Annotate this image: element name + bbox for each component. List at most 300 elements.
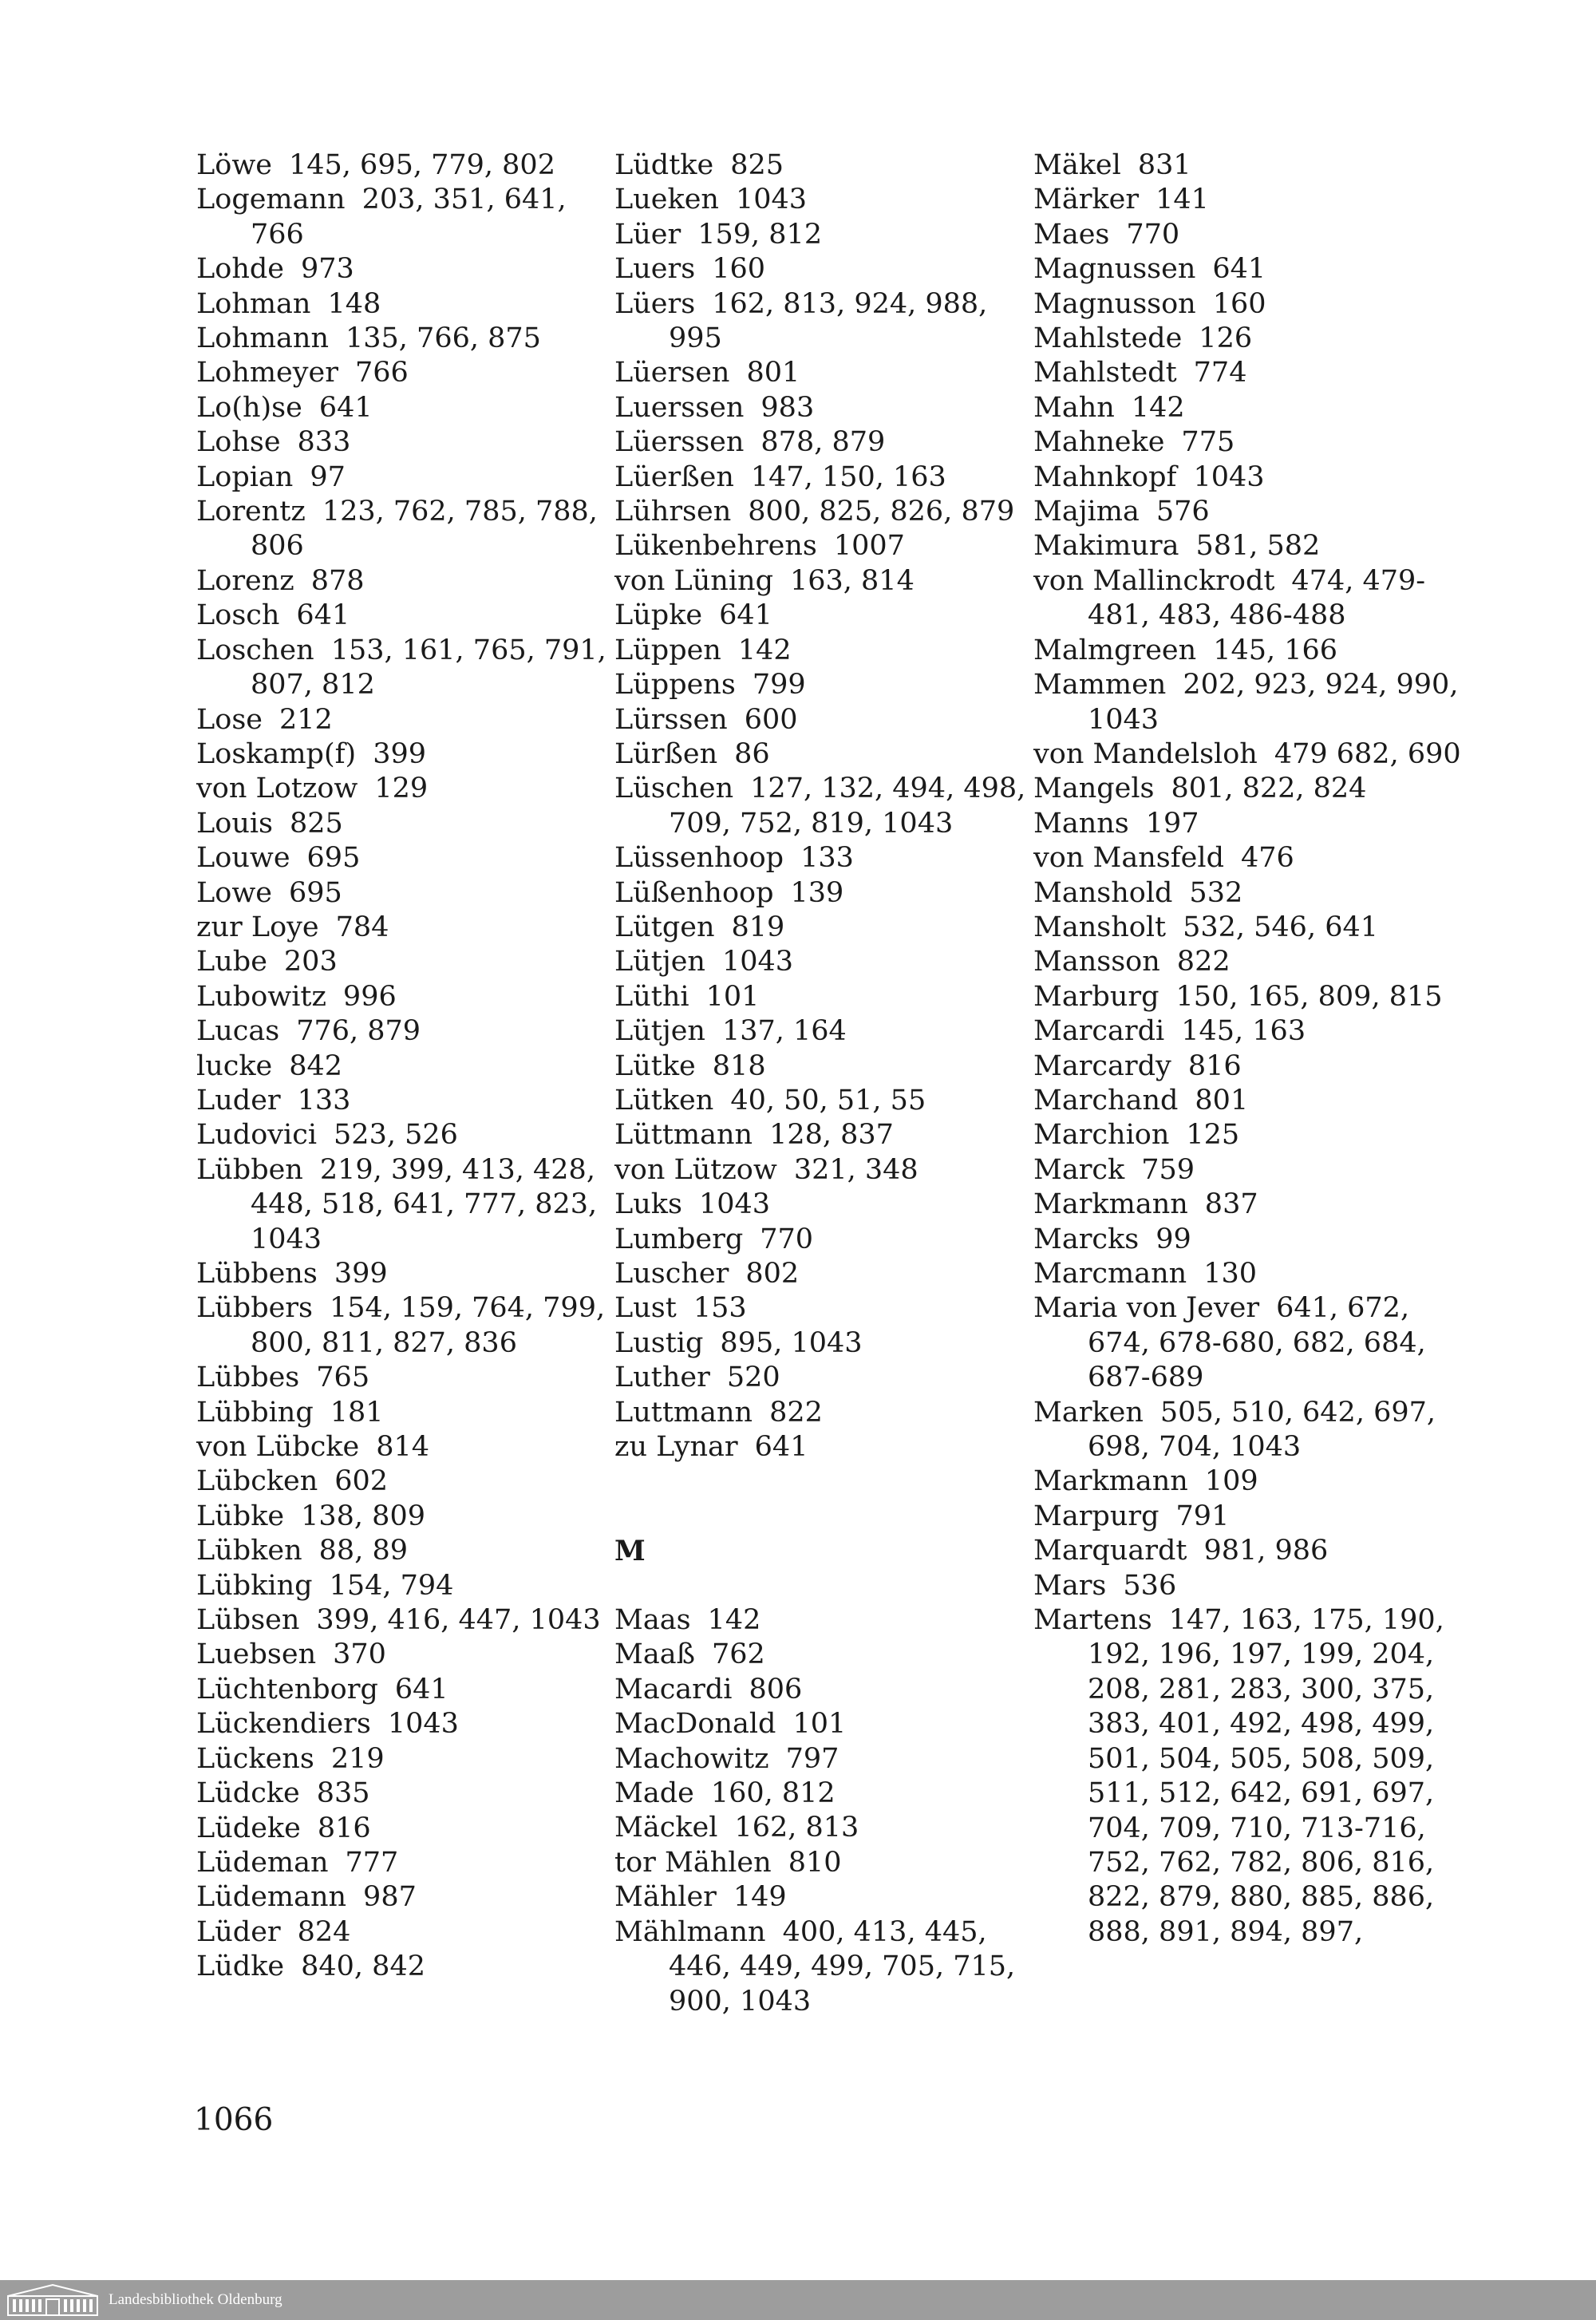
index-entry: [1033, 668, 1480, 737]
entry-name: Mammen: [1033, 669, 1167, 702]
entry-name: von Lübcke: [196, 1431, 360, 1464]
index-entry: [196, 564, 611, 599]
entry-pages: 774: [1193, 357, 1247, 389]
entry-name: Lütken: [614, 1084, 714, 1117]
index-entry: [196, 322, 611, 356]
index-entry: [196, 1118, 611, 1152]
index-entry: [614, 634, 1029, 668]
entry-name: Machowitz: [614, 1742, 769, 1775]
entry-name: Marchion: [1033, 1119, 1170, 1152]
entry-name: Marcmann: [1033, 1258, 1187, 1290]
entry-name: Lüßenhoop: [614, 876, 774, 909]
index-entry: [1033, 772, 1480, 806]
entry-pages: 1043: [698, 1188, 771, 1221]
index-entry: [1033, 391, 1480, 425]
entry-name: Lüder: [196, 1915, 281, 1948]
entry-pages: 983: [760, 391, 815, 424]
entry-pages: 765: [316, 1362, 370, 1394]
entry-pages: 641: [296, 599, 350, 632]
index-entry: [1033, 1049, 1480, 1084]
index-entry: [614, 1291, 1029, 1326]
entry-name: Luebsen: [196, 1638, 317, 1671]
entry-pages: 602: [334, 1465, 389, 1498]
index-entry: [614, 1049, 1029, 1084]
entry-pages: 822: [1176, 946, 1231, 978]
entry-pages: 150, 165, 809, 815: [1175, 980, 1443, 1013]
index-entry: [196, 841, 611, 875]
entry-pages: 149: [733, 1881, 787, 1914]
entry-pages: 816: [317, 1812, 371, 1844]
entry-pages: 163, 814: [789, 564, 915, 597]
entry-name: Logemann: [196, 184, 346, 216]
entry-name: Lüdeke: [196, 1812, 301, 1844]
entry-name: Mahn: [1033, 391, 1115, 424]
entry-name: Maes: [1033, 218, 1110, 251]
entry-pages: 142: [1131, 391, 1185, 424]
entry-name: Luder: [196, 1084, 281, 1117]
entry-name: Lübke: [196, 1500, 285, 1532]
entry-name: Lüerssen: [614, 426, 745, 459]
index-entry: [196, 1534, 611, 1568]
entry-pages: 147, 150, 163: [750, 460, 946, 493]
entry-name: Loskamp(f): [196, 737, 357, 770]
index-entry: [196, 1638, 611, 1672]
index-entry: [196, 1430, 611, 1464]
index-entry: [196, 183, 611, 252]
index-entry: [1033, 356, 1480, 390]
index-entry: [614, 1603, 1029, 1638]
index-entry: [1033, 1084, 1480, 1118]
section-gap: [614, 1464, 1029, 1534]
index-entry: [196, 1742, 611, 1777]
index-entry: [196, 1396, 611, 1430]
entry-name: Lüdke: [196, 1950, 285, 1983]
library-building-icon: [6, 2283, 99, 2317]
entry-name: tor Mählen: [614, 1846, 772, 1879]
index-entry: [196, 1084, 611, 1118]
entry-pages: 1043: [735, 184, 808, 216]
entry-name: Manshold: [1033, 876, 1173, 909]
index-entry: [614, 218, 1029, 252]
entry-pages: 833: [297, 426, 351, 459]
entry-pages: 212: [279, 703, 333, 736]
entry-name: Lohman: [196, 287, 311, 320]
index-entry: [196, 1500, 611, 1534]
index-entry: [196, 1153, 611, 1257]
entry-name: Lüpke: [614, 599, 703, 632]
index-entry: [1033, 495, 1480, 529]
entry-pages: 641: [1212, 253, 1266, 286]
entry-pages: 581, 582: [1195, 530, 1321, 563]
entry-pages: 641: [394, 1673, 448, 1705]
entry-name: Lumberg: [614, 1223, 744, 1255]
entry-name: Lustig: [614, 1326, 704, 1359]
entry-name: Lübben: [196, 1153, 303, 1186]
entry-pages: 810: [788, 1846, 842, 1879]
index-entry: [1033, 1188, 1480, 1222]
index-entry: [196, 356, 611, 390]
entry-name: Lucas: [196, 1015, 280, 1048]
entry-name: Lüchtenborg: [196, 1673, 378, 1705]
index-entry: [196, 1673, 611, 1707]
entry-name: Maas: [614, 1604, 691, 1637]
index-entry: [1033, 807, 1480, 841]
entry-name: Marchand: [1033, 1084, 1179, 1117]
section-letter-heading: M: [614, 1535, 646, 1568]
entry-pages: 138, 809: [301, 1500, 425, 1532]
entry-name: Lüppens: [614, 669, 736, 702]
entry-name: Lohmann: [196, 322, 329, 355]
entry-pages: 776, 879: [296, 1015, 421, 1048]
entry-pages: 835: [316, 1777, 370, 1810]
index-entry: [1033, 148, 1480, 183]
entry-pages: 536: [1123, 1569, 1177, 1602]
entry-pages: 505, 510, 642, 697, 698, 704, 1043: [1088, 1396, 1436, 1464]
entry-name: Luerssen: [614, 391, 745, 424]
entry-name: Lüer: [614, 218, 681, 251]
index-entry: [196, 980, 611, 1014]
index-entry: [196, 1846, 611, 1880]
index-entry: [1033, 1603, 1480, 1950]
entry-pages: 137, 164: [721, 1015, 847, 1048]
entry-pages: 135, 766, 875: [346, 322, 541, 355]
index-entry: [614, 460, 1029, 495]
entry-name: Marcardy: [1033, 1049, 1171, 1082]
entry-name: Lübken: [196, 1535, 302, 1567]
entry-name: Mahlstede: [1033, 322, 1183, 355]
index-entry: [614, 148, 1029, 183]
entry-pages: 476: [1240, 842, 1294, 875]
index-entry: [614, 1188, 1029, 1222]
entry-name: Markmann: [1033, 1188, 1188, 1221]
index-entry: [614, 287, 1029, 357]
index-entry: [1033, 945, 1480, 979]
index-entry: [1033, 1118, 1480, 1152]
entry-pages: 88, 89: [318, 1535, 408, 1567]
index-entry: [614, 1118, 1029, 1152]
entry-name: von Lützow: [614, 1153, 777, 1186]
entry-pages: 973: [300, 253, 354, 286]
index-entry: [1033, 1223, 1480, 1257]
entry-name: Lütjen: [614, 1015, 705, 1048]
index-entry: [614, 945, 1029, 979]
entry-pages: 981, 986: [1203, 1535, 1329, 1567]
entry-pages: 130: [1203, 1258, 1257, 1290]
entry-pages: 86: [734, 737, 770, 770]
entry-pages: 399: [373, 737, 427, 770]
entry-name: Lüschen: [614, 773, 734, 805]
index-entry: [614, 1742, 1029, 1777]
index-entry: [1033, 183, 1480, 217]
entry-name: Lopian: [196, 460, 294, 493]
entry-pages: 474, 479-481, 483, 486-488: [1088, 564, 1426, 632]
entry-name: Lüdtke: [614, 149, 714, 181]
index-entry: [196, 148, 611, 183]
entry-pages: 399: [334, 1258, 388, 1290]
entry-name: Mäkel: [1033, 149, 1121, 181]
index-entry: [196, 703, 611, 737]
index-entry: [1033, 1257, 1480, 1291]
entry-name: Martens: [1033, 1604, 1152, 1637]
index-entry: [614, 737, 1029, 772]
index-entry: [196, 1014, 611, 1049]
entry-pages: 775: [1181, 426, 1235, 459]
entry-pages: 532: [1189, 876, 1243, 909]
entry-pages: 797: [785, 1742, 839, 1775]
index-entry: [196, 495, 611, 564]
index-entry: [196, 1464, 611, 1499]
entry-pages: 145, 695, 779, 802: [289, 149, 555, 181]
entry-pages: 147, 163, 175, 190, 192, 196, 197, 199, 204, 208, 281, 283, 300, 375, 383, 401, 492, 498, 499, 501, 504, 505, 508, 509, 511, 512, 642, 691, 697, 704, 709, 710, 713-716, 752, 762, 782, 806, 816, 822, 879, 880, 885, 886, 888, 891, 894, 897,: [1088, 1604, 1444, 1948]
entry-pages: 197: [1145, 807, 1199, 840]
entry-pages: 162, 813, 924, 988, 995: [669, 287, 988, 355]
entry-name: Lübsen: [196, 1604, 300, 1637]
entry-name: Maaß: [614, 1638, 695, 1671]
index-entry: [614, 1846, 1029, 1880]
entry-name: Lube: [196, 946, 267, 978]
entry-name: Lüdcke: [196, 1777, 300, 1810]
entry-name: Makimura: [1033, 530, 1179, 563]
entry-name: Loschen: [196, 634, 314, 666]
index-entry: [196, 391, 611, 425]
index-entry: [614, 772, 1029, 841]
index-entry: [614, 1326, 1029, 1361]
entry-pages: 831: [1137, 149, 1191, 181]
entry-pages: 139: [790, 876, 844, 909]
entry-pages: 791: [1175, 1500, 1230, 1532]
entry-name: von Mallinckrodt: [1033, 564, 1275, 597]
entry-pages: 695: [289, 876, 342, 909]
entry-name: Lübbens: [196, 1258, 318, 1290]
index-entry: [614, 495, 1029, 529]
index-entry: [614, 1915, 1029, 2019]
entry-name: Lürßen: [614, 737, 718, 770]
index-entry: [196, 425, 611, 460]
entry-name: von Mandelsloh: [1033, 737, 1258, 770]
entry-pages: 878: [310, 564, 365, 597]
entry-name: Lowe: [196, 876, 272, 909]
entry-pages: 219: [330, 1742, 385, 1775]
entry-name: zur Loye: [196, 911, 319, 943]
entry-pages: 987: [363, 1881, 417, 1914]
index-entry: [1033, 1500, 1480, 1534]
entry-pages: 126: [1199, 322, 1253, 355]
entry-pages: 370: [333, 1638, 386, 1671]
entry-name: Mansson: [1033, 946, 1160, 978]
entry-name: zu Lynar: [614, 1431, 738, 1464]
entry-name: Manns: [1033, 807, 1129, 840]
entry-pages: 842: [289, 1049, 343, 1082]
entry-pages: 818: [712, 1049, 766, 1082]
entry-pages: 766: [354, 357, 409, 389]
index-entry: [614, 1880, 1029, 1915]
index-column-1: [196, 148, 611, 1985]
entry-name: von Mansfeld: [1033, 842, 1224, 875]
entry-name: Lütgen: [614, 911, 715, 943]
entry-name: Mahlstedt: [1033, 357, 1177, 389]
entry-name: Lohmeyer: [196, 357, 338, 389]
page-number: 1066: [194, 2102, 274, 2138]
entry-pages: 806: [749, 1673, 803, 1705]
entry-pages: 99: [1156, 1223, 1191, 1255]
entry-pages: 128, 837: [769, 1119, 894, 1152]
index-entry: [1033, 287, 1480, 322]
entry-pages: 814: [376, 1431, 430, 1464]
entry-name: Luers: [614, 253, 696, 286]
entry-pages: 97: [310, 460, 346, 493]
entry-name: Mähler: [614, 1881, 717, 1914]
index-entry: [196, 807, 611, 841]
entry-name: Marcardi: [1033, 1015, 1165, 1048]
entry-name: Lührsen: [614, 496, 732, 528]
index-entry: [614, 1811, 1029, 1845]
index-entry: [614, 841, 1029, 875]
entry-name: Magnussen: [1033, 253, 1196, 286]
index-entry: [614, 391, 1029, 425]
entry-name: Markmann: [1033, 1465, 1188, 1498]
index-entry: [614, 1153, 1029, 1188]
entry-name: Malmgreen: [1033, 634, 1197, 666]
entry-pages: 840, 842: [301, 1950, 425, 1983]
entry-name: Ludovici: [196, 1119, 318, 1152]
index-entry: [1033, 529, 1480, 563]
index-entry: [196, 876, 611, 911]
index-entry: [1033, 1153, 1480, 1188]
entry-name: Lose: [196, 703, 263, 736]
index-entry: [614, 1396, 1029, 1430]
entry-pages: 641: [719, 599, 772, 632]
index-entry: [196, 634, 611, 703]
entry-pages: 801: [1195, 1084, 1249, 1117]
entry-pages: 479 682, 690: [1274, 737, 1461, 770]
entry-pages: 762: [711, 1638, 765, 1671]
entry-name: Luscher: [614, 1258, 729, 1290]
entry-name: von Lotzow: [196, 773, 358, 805]
index-entry: [614, 1361, 1029, 1395]
entry-pages: 145, 166: [1213, 634, 1338, 666]
entry-pages: 1043: [1193, 460, 1265, 493]
index-entry: [196, 1257, 611, 1291]
entry-name: Lubowitz: [196, 980, 326, 1013]
entry-name: Lo(h)se: [196, 391, 302, 424]
entry-pages: 759: [1141, 1153, 1195, 1186]
entry-pages: 40, 50, 51, 55: [730, 1084, 926, 1117]
entry-pages: 123, 762, 785, 788, 806: [251, 496, 598, 563]
index-entry: [1033, 980, 1480, 1014]
entry-name: Mangels: [1033, 773, 1155, 805]
entry-pages: 802: [745, 1258, 800, 1290]
index-entry: [614, 529, 1029, 563]
entry-pages: 181: [330, 1396, 384, 1429]
entry-pages: 148: [327, 287, 381, 320]
index-entry: [196, 599, 611, 633]
entry-pages: 203: [283, 946, 338, 978]
index-entry: [1033, 634, 1480, 668]
index-entry: [1033, 737, 1480, 772]
entry-name: Marcks: [1033, 1223, 1140, 1255]
entry-name: Märker: [1033, 184, 1140, 216]
entry-pages: 520: [726, 1362, 780, 1394]
entry-name: Louwe: [196, 842, 290, 875]
index-entry: [196, 252, 611, 287]
index-entry: [614, 1223, 1029, 1257]
entry-name: Lürssen: [614, 703, 728, 736]
index-entry: [196, 1361, 611, 1395]
entry-name: Lübbing: [196, 1396, 314, 1429]
entry-name: Lohde: [196, 253, 284, 286]
entry-pages: 532, 546, 641: [1183, 911, 1379, 943]
entry-name: Majima: [1033, 496, 1140, 528]
index-entry: [614, 1257, 1029, 1291]
entry-pages: 101: [792, 1708, 847, 1741]
entry-name: Lütke: [614, 1049, 696, 1082]
entry-pages: 153, 161, 765, 791, 807, 812: [251, 634, 606, 702]
entry-pages: 219, 399, 413, 428, 448, 518, 641, 777, 823, 1043: [251, 1153, 598, 1255]
entry-name: Lübbers: [196, 1292, 313, 1325]
entry-name: Marburg: [1033, 980, 1159, 1013]
entry-pages: 523, 526: [334, 1119, 458, 1152]
entry-pages: 321, 348: [793, 1153, 918, 1186]
index-entry: [614, 1638, 1029, 1672]
entry-pages: 641, 672, 674, 678-680, 682, 684, 687-689: [1088, 1292, 1426, 1394]
index-entry: [614, 1777, 1029, 1811]
index-entry: [196, 1950, 611, 1984]
index-entry: [614, 356, 1029, 390]
entry-pages: 154, 794: [329, 1569, 454, 1602]
entry-name: Luther: [614, 1362, 710, 1394]
entry-pages: 816: [1187, 1049, 1242, 1082]
entry-name: Lüdeman: [196, 1846, 329, 1879]
entry-pages: 127, 132, 494, 498, 709, 752, 819, 1043: [669, 773, 1026, 840]
library-name: Landesbibliothek Oldenburg: [109, 2291, 282, 2308]
index-entry: [1033, 1396, 1480, 1465]
entry-pages: 895, 1043: [720, 1326, 863, 1359]
entry-pages: 145, 163: [1181, 1015, 1306, 1048]
entry-name: von Lüning: [614, 564, 773, 597]
index-entry: [614, 425, 1029, 460]
entry-name: Lüttmann: [614, 1119, 753, 1152]
index-entry: [614, 668, 1029, 702]
entry-name: Marquardt: [1033, 1535, 1187, 1567]
entry-pages: 399, 416, 447, 1043: [316, 1604, 601, 1637]
index-entry: [1033, 841, 1480, 875]
entry-name: Lückens: [196, 1742, 314, 1775]
entry-pages: 141: [1156, 184, 1209, 216]
index-entry: [614, 599, 1029, 633]
entry-name: Magnusson: [1033, 287, 1196, 320]
entry-pages: 154, 159, 764, 799, 800, 811, 827, 836: [251, 1292, 606, 1359]
index-entry: [614, 564, 1029, 599]
entry-name: lucke: [196, 1049, 273, 1082]
index-entry: [1033, 1569, 1480, 1603]
entry-pages: 142: [737, 634, 792, 666]
entry-name: Luttmann: [614, 1396, 753, 1429]
entry-name: Luks: [614, 1188, 682, 1221]
entry-name: Lorenz: [196, 564, 294, 597]
entry-pages: 129: [374, 773, 429, 805]
entry-pages: 801, 822, 824: [1171, 773, 1367, 805]
entry-name: Lohse: [196, 426, 281, 459]
index-column-2: [614, 148, 1029, 2019]
index-entry: [1033, 1291, 1480, 1395]
entry-pages: 837: [1204, 1188, 1258, 1221]
index-entry: [614, 876, 1029, 911]
index-entry: [196, 1915, 611, 1950]
index-entry: [196, 287, 611, 322]
entry-pages: 1043: [387, 1708, 459, 1741]
entry-name: Mansholt: [1033, 911, 1167, 943]
index-entry: [614, 980, 1029, 1014]
